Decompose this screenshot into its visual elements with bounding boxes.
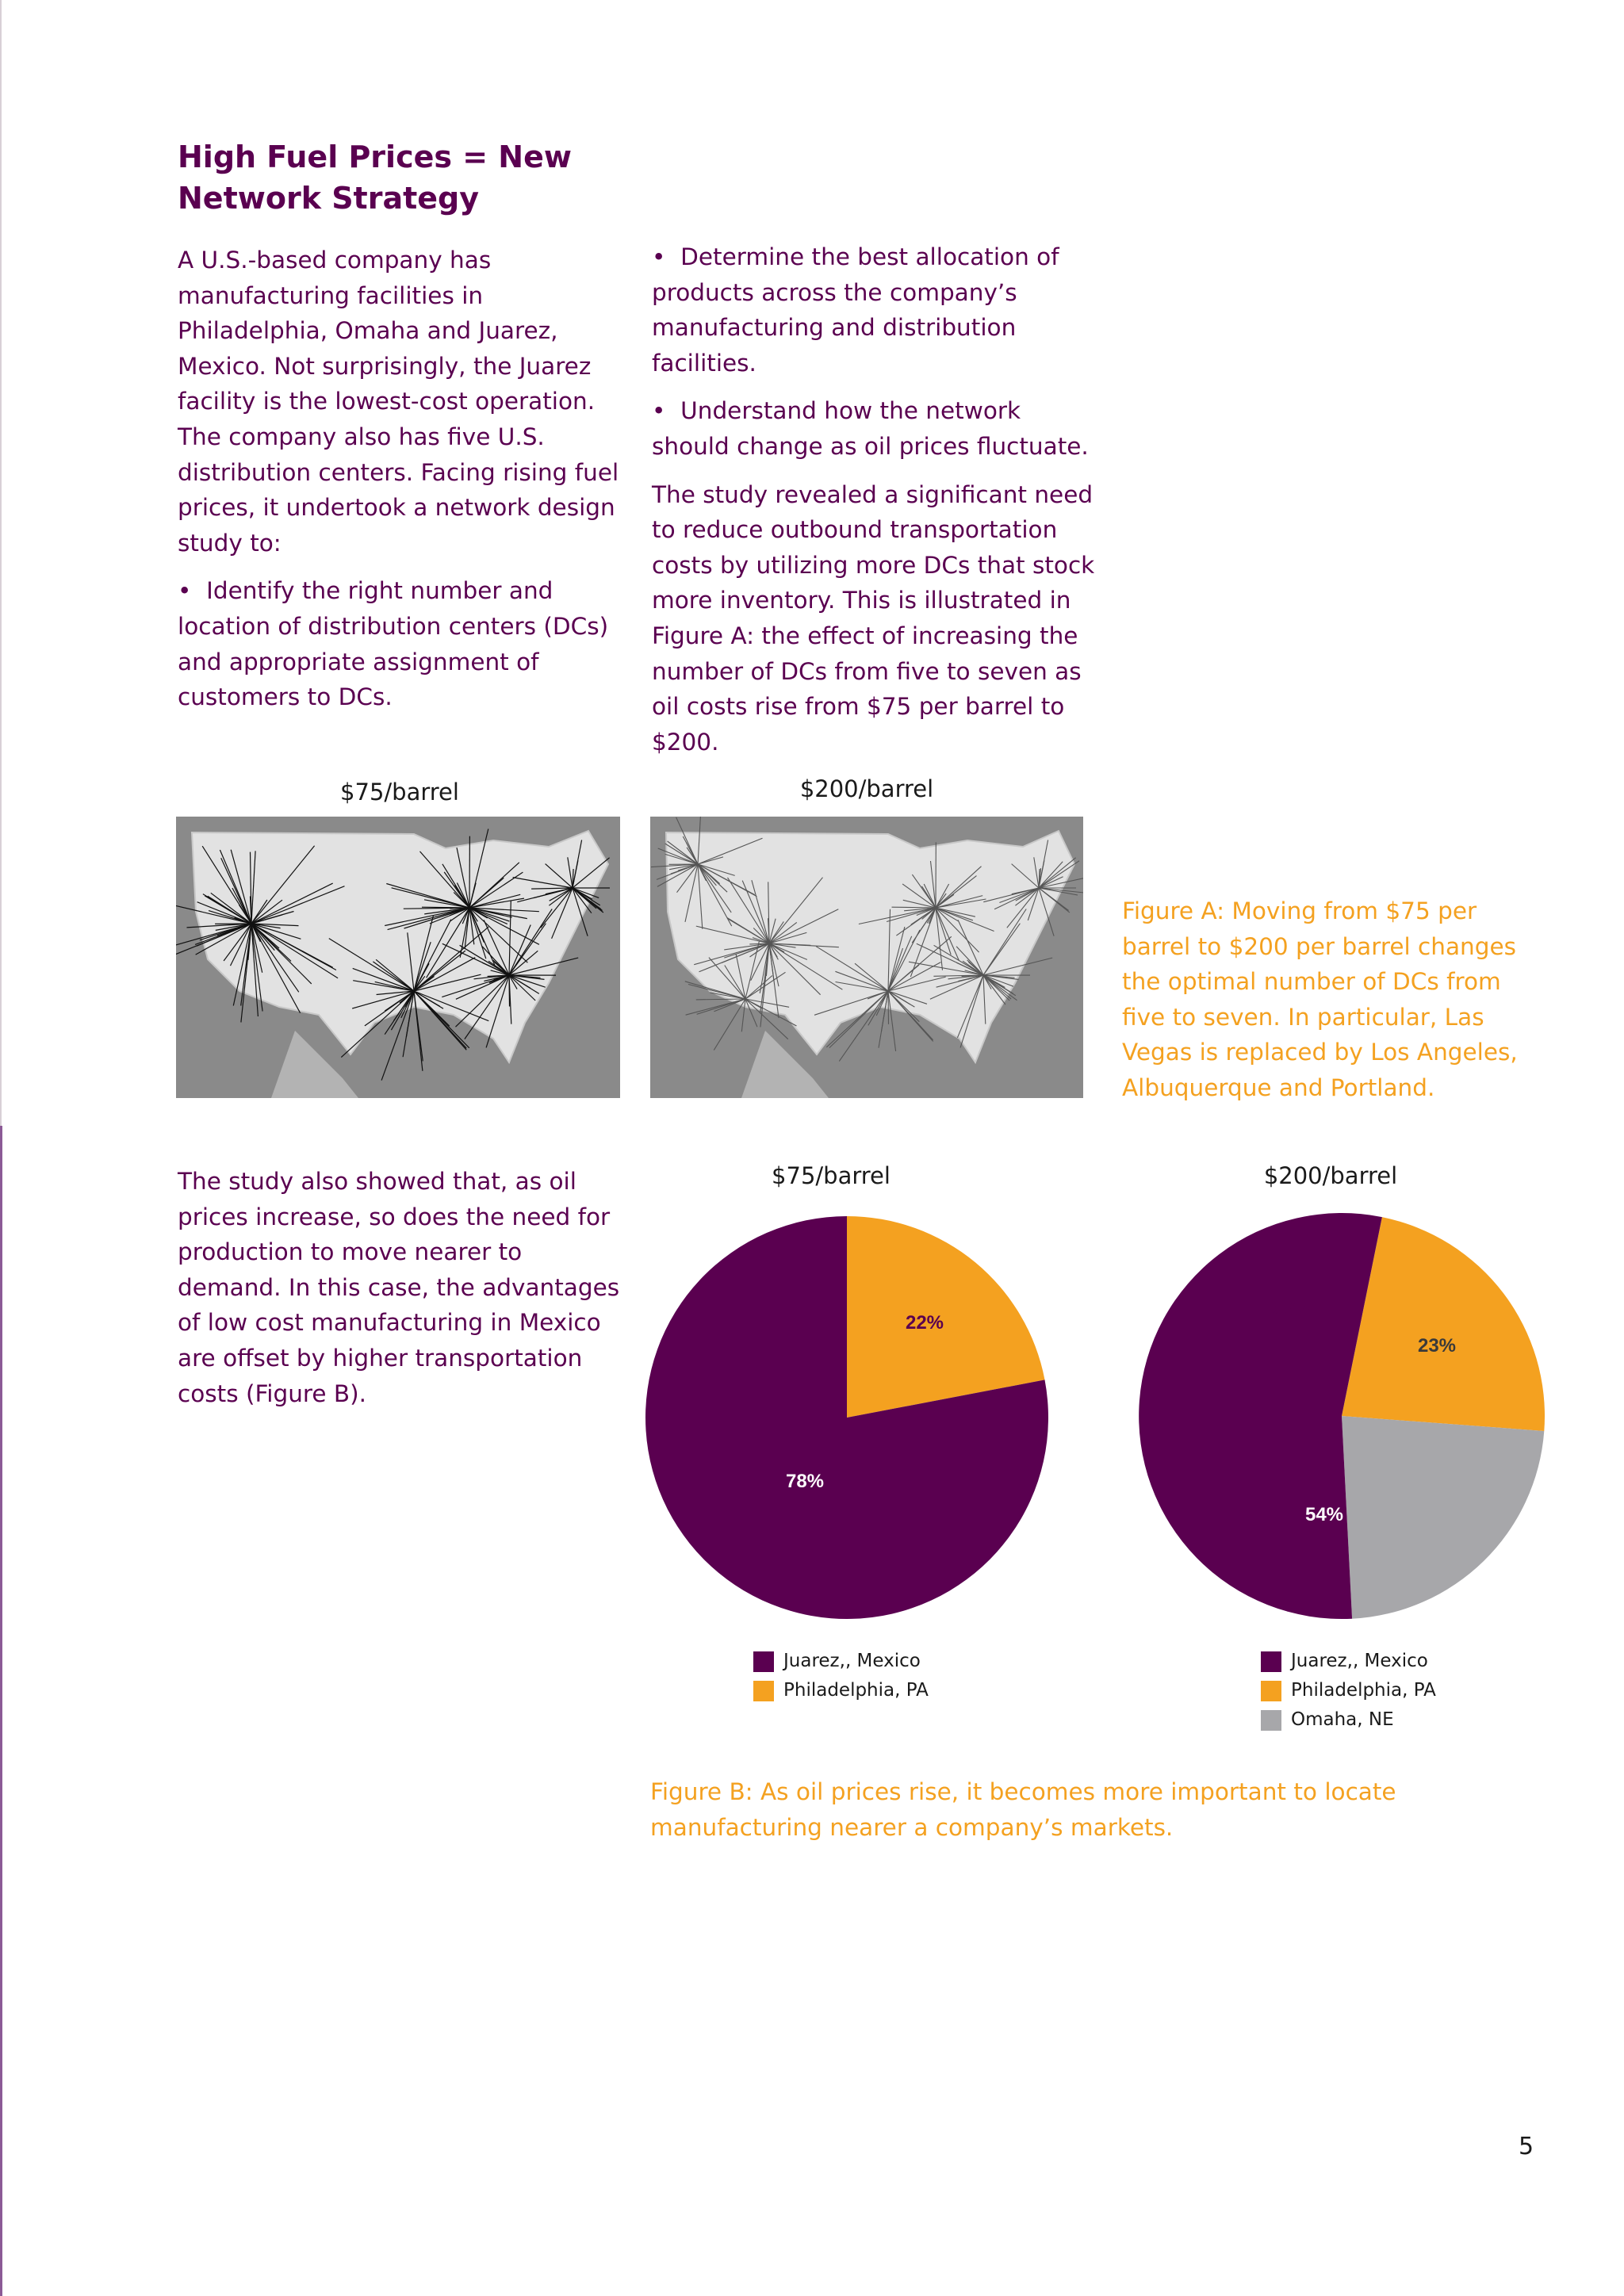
pie-data-label: 78% bbox=[785, 1471, 825, 1492]
legend-item bbox=[1261, 1676, 1436, 1705]
pie-75-legend bbox=[753, 1647, 929, 1705]
pie-data-label: 22% bbox=[905, 1312, 944, 1334]
map-right-label: $200/barrel bbox=[799, 775, 934, 802]
pie-200-legend bbox=[1261, 1647, 1436, 1735]
legend-item bbox=[753, 1647, 929, 1676]
legend-swatch bbox=[753, 1651, 774, 1672]
legend-label: Omaha, NE bbox=[1291, 1709, 1394, 1730]
map-left-label: $75/barrel bbox=[340, 779, 459, 806]
legend-swatch bbox=[753, 1681, 774, 1701]
intro-paragraph: A U.S.-based company has manufacturing facilities in Philadelphia, Omaha and Juarez, Mexico. Not surprisingly, the Juarez facility is the lowest-cost operation. The company also has five U.S. distribution centers. Facing rising fuel prices, it undertook a network design study to: bbox=[178, 247, 619, 557]
legend-item bbox=[1261, 1705, 1436, 1735]
legend-label: Philadelphia, PA bbox=[1291, 1680, 1436, 1701]
legend-swatch bbox=[1261, 1710, 1281, 1731]
bullet-allocation: • Determine the best allocation of products across the company’s manufacturing and distribution facilities. bbox=[652, 239, 1096, 381]
legend-label: Philadelphia, PA bbox=[783, 1680, 929, 1701]
figure-b-caption: Figure B: As oil prices rise, it becomes more important to locate manufacturing nearer a company’s markets. bbox=[650, 1778, 1396, 1841]
pie-slice bbox=[1342, 1416, 1544, 1619]
pie-75-title: $75/barrel bbox=[772, 1162, 891, 1189]
page-title: High Fuel Prices = New Network Strategy bbox=[178, 140, 572, 216]
pie-data-label: 23% bbox=[1271, 1299, 1311, 1321]
figure-a-caption: Figure A: Moving from $75 per barrel to $200 per barrel changes the optimal number of DCs from five to seven. In particular, Las Vegas is replaced by Los Angeles, Albuquerque and Portland. bbox=[1122, 897, 1518, 1101]
bullet-oil-prices: • Understand how the network should change as oil prices fluctuate. bbox=[652, 393, 1096, 464]
legend-swatch bbox=[1261, 1681, 1281, 1701]
pie-data-label: 54% bbox=[1304, 1504, 1344, 1525]
page-number: 5 bbox=[1519, 2133, 1534, 2160]
pie-200-title: $200/barrel bbox=[1263, 1162, 1398, 1189]
bullet-identify-dcs: • Identify the right number and location of distribution centers (DCs) and appropriate assignment of customers to DCs. bbox=[178, 573, 622, 714]
legend-item bbox=[1261, 1647, 1436, 1676]
legend-item bbox=[753, 1676, 929, 1705]
pie-data-label: 23% bbox=[1417, 1335, 1457, 1357]
study-findings-paragraph: The study revealed a significant need to reduce outbound transportation costs by utilizing more DCs that stock more inventory. This is illustrated in Figure A: the effect of increasing the number of DCs from five to seven as oil costs rise from $75 per barrel to $200. bbox=[652, 480, 1095, 756]
legend-label: Juarez,, Mexico bbox=[783, 1651, 921, 1671]
legend-label: Juarez,, Mexico bbox=[1291, 1651, 1428, 1671]
legend-swatch bbox=[1261, 1651, 1281, 1672]
production-paragraph: The study also showed that, as oil prices increase, so does the need for production to move nearer to demand. In this case, the advantages of low cost manufacturing in Mexico are offset by higher transportation costs (Figure B). bbox=[178, 1168, 620, 1407]
